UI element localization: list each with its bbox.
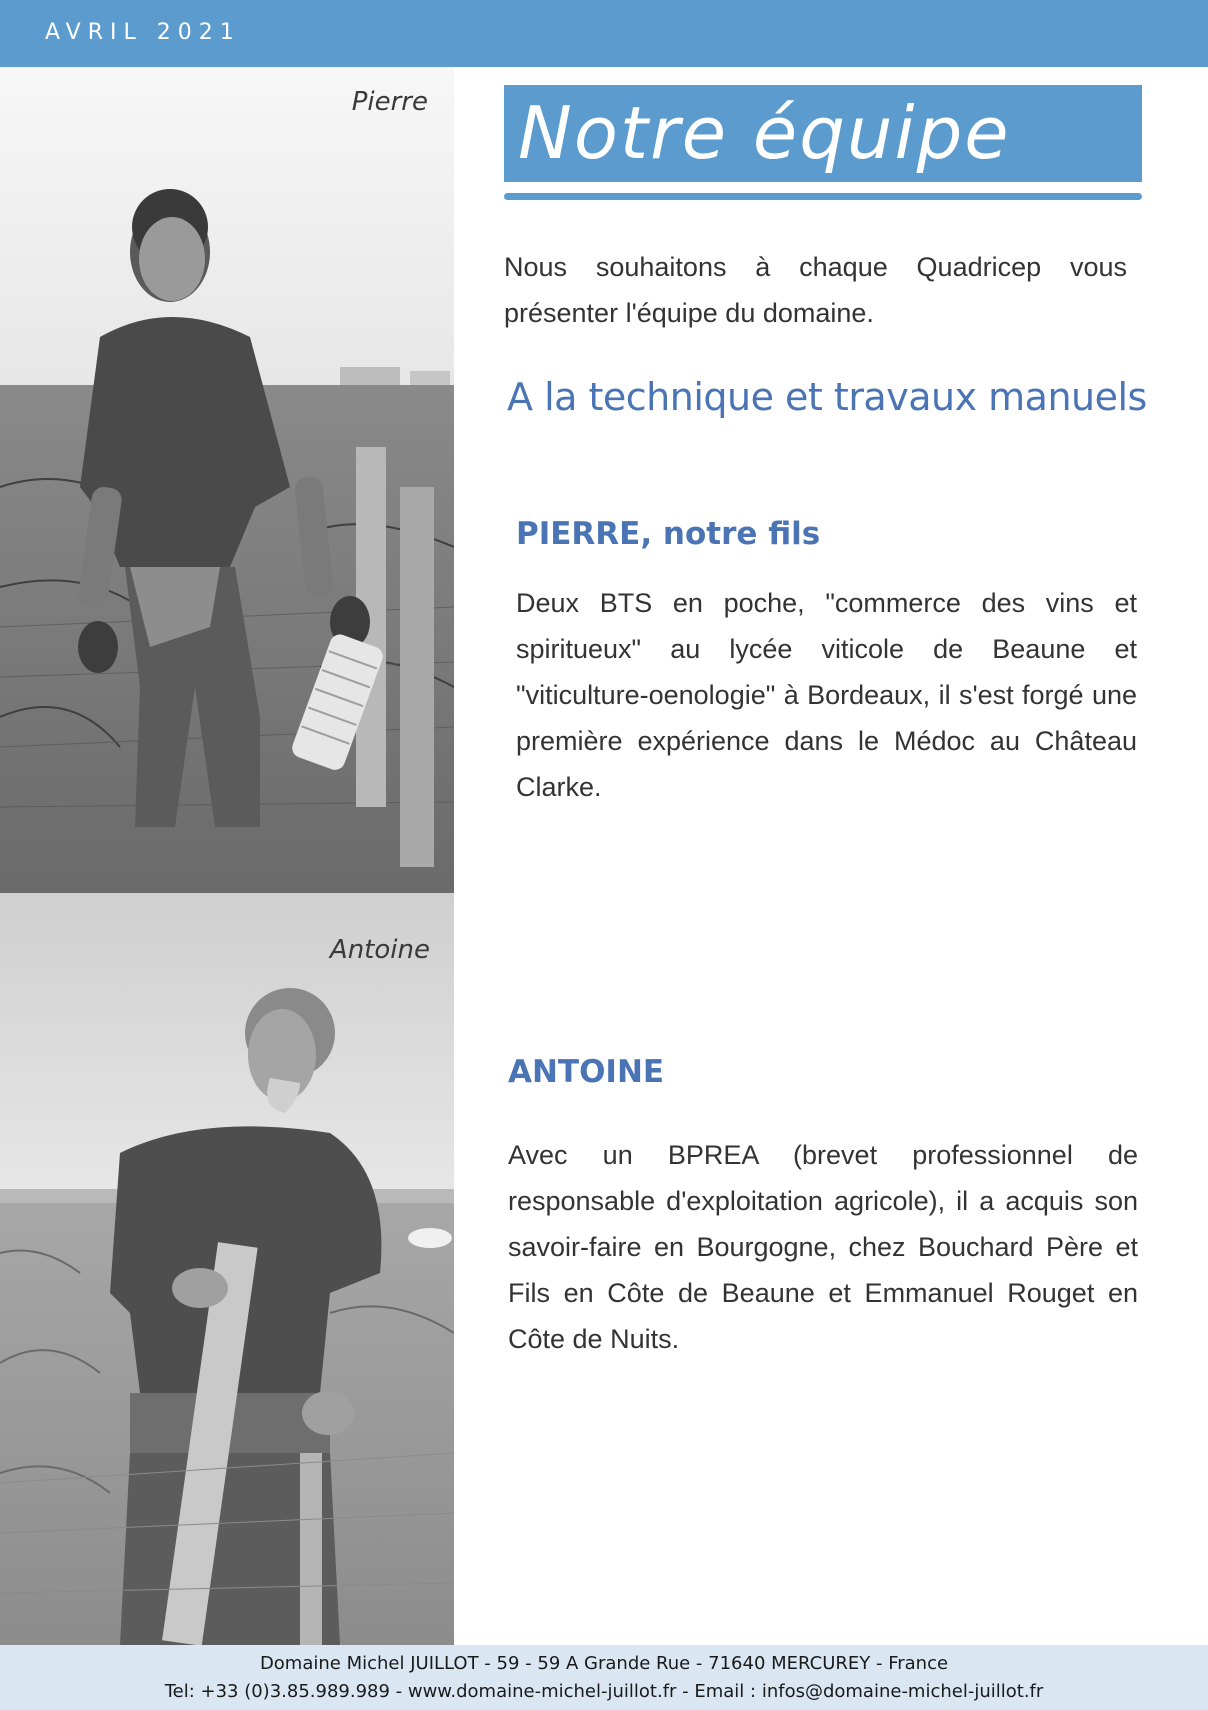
title-underline <box>504 193 1142 200</box>
footer <box>0 1645 1208 1710</box>
footer-address: Domaine Michel JUILLOT - 59 - 59 A Grande Rue - 71640 MERCUREY - France <box>259 1653 949 1674</box>
footer-contact: Tel: +33 (0)3.85.989.989 - www.domaine-michel-juillot.fr - Email : infos@domaine-michel-juillot.fr <box>164 1681 1044 1702</box>
member-name-pierre: PIERRE, notre fils <box>516 516 821 552</box>
member-name-antoine: ANTOINE <box>508 1054 665 1090</box>
member-bio-antoine: Avec un BPREA (brevet professionnel de responsable d'exploitation agricole), il a acquis son savoir-faire en Bourgogne, chez Bouchard Père et Fils en Côte de Beaune et Emmanuel Rouget en Côte de Nuits. <box>508 1140 1138 1354</box>
photo-antoine <box>0 893 454 1645</box>
issue-date: AVRIL 2021 <box>45 20 241 45</box>
page-title: Notre équipe <box>518 91 1011 175</box>
caption-pierre: Pierre <box>351 87 428 117</box>
photo-pierre <box>0 67 454 893</box>
intro-paragraph: Nous souhaitons à chaque Quadricep vous présenter l'équipe du domaine. <box>504 252 1127 328</box>
title-box <box>504 85 1142 182</box>
member-bio-pierre: Deux BTS en poche, "commerce des vins et spiritueux" au lycée viticole de Beaune et "viticulture-oenologie" à Bordeaux, il s'est forgé une première expérience dans le Médoc au Château Clarke. <box>516 588 1137 802</box>
section-heading: A la technique et travaux manuels <box>507 375 1147 419</box>
caption-antoine: Antoine <box>329 935 430 965</box>
header-bar <box>0 0 1208 67</box>
